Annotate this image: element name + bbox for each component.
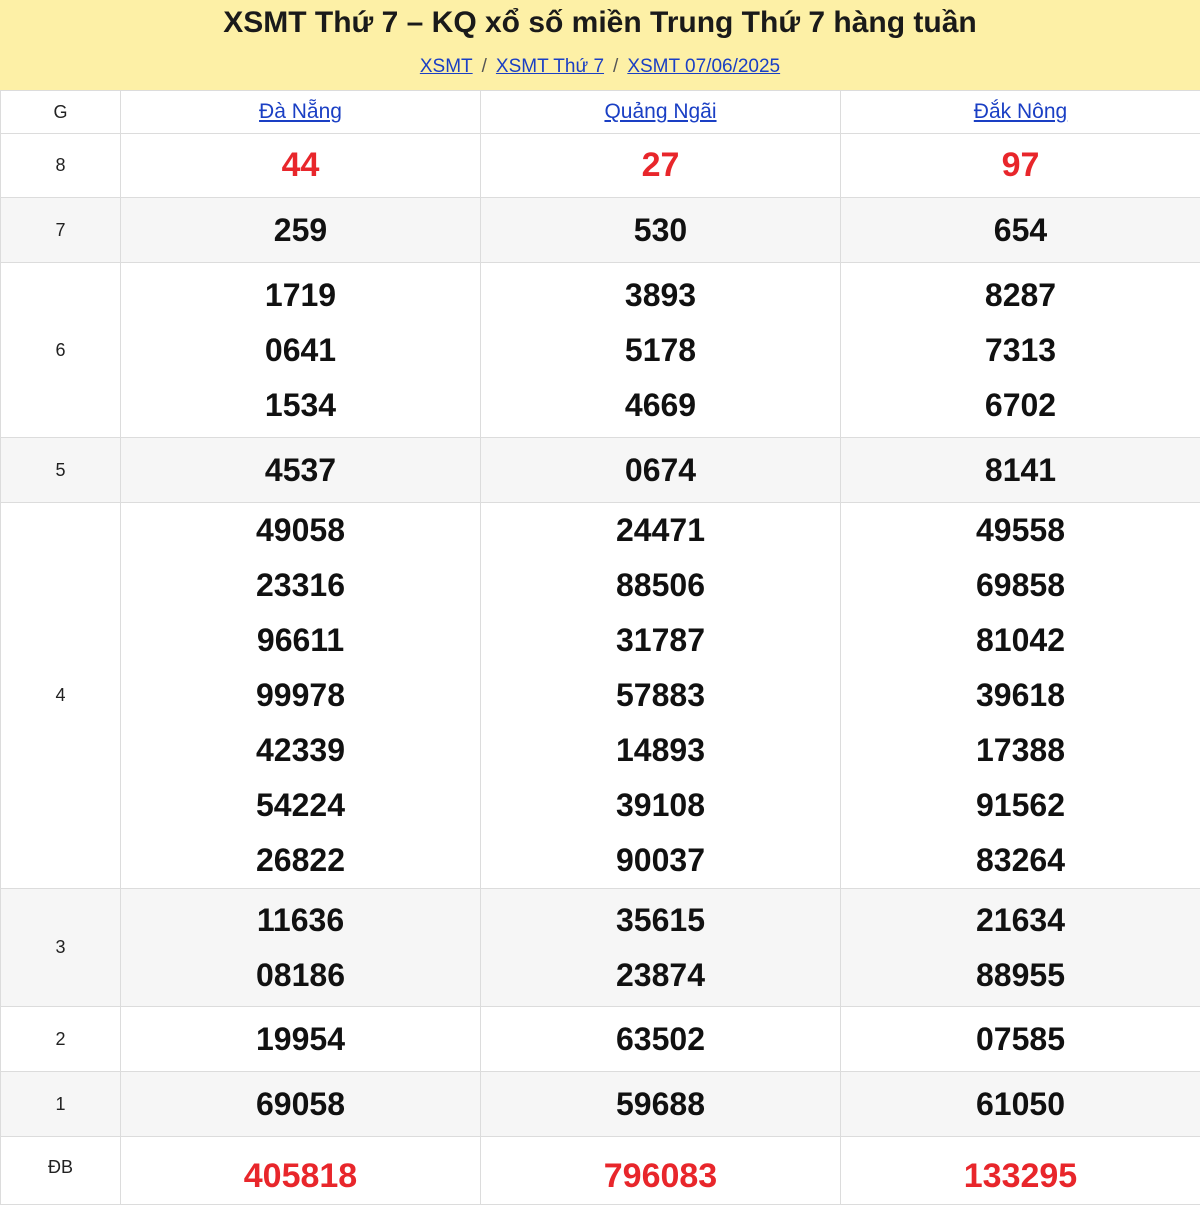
prize-cell-dak-nong [841, 438, 1200, 503]
prize-number: 08186 [121, 948, 480, 1003]
page-title: XSMT Thứ 7 – KQ xổ số miền Trung Thứ 7 hàng tuần [0, 0, 1200, 41]
prize-number: 69058 [121, 1077, 480, 1132]
prize-number: 21634 [841, 893, 1200, 948]
prize-number: 259 [121, 203, 480, 258]
table-row [1, 134, 1200, 198]
breadcrumb-separator: / [613, 56, 618, 77]
prize-label: 7 [1, 198, 121, 263]
prize-cell-dak-nong [841, 1007, 1200, 1072]
prize-number: 35615 [481, 893, 840, 948]
prize-cell-dak-nong [841, 1072, 1200, 1137]
prize-number: 17388 [841, 723, 1200, 778]
prize-number: 97 [841, 138, 1200, 193]
table-row [1, 198, 1200, 263]
prize-number: 23316 [121, 558, 480, 613]
table-header-row [1, 91, 1200, 134]
prize-number: 63502 [481, 1012, 840, 1067]
prize-cell-dak-nong [841, 134, 1200, 198]
prize-label: 5 [1, 438, 121, 503]
prize-number: 61050 [841, 1077, 1200, 1132]
prize-label: 6 [1, 263, 121, 438]
prize-cell-quang-ngai [481, 503, 841, 889]
prize-cell-dak-nong [841, 1137, 1200, 1205]
province-link-da-nang[interactable]: Đà Nẵng [259, 100, 342, 123]
prize-number: 1719 [121, 268, 480, 323]
table-row [1, 1072, 1200, 1137]
prize-number: 8141 [841, 443, 1200, 498]
prize-number: 42339 [121, 723, 480, 778]
province-header-da-nang [121, 91, 481, 134]
prize-cell-da-nang [121, 438, 481, 503]
prize-cell-quang-ngai [481, 134, 841, 198]
prize-cell-da-nang [121, 134, 481, 198]
prize-number: 39618 [841, 668, 1200, 723]
province-link-quang-ngai[interactable]: Quảng Ngãi [604, 100, 716, 123]
prize-number: 07585 [841, 1012, 1200, 1067]
prize-number: 57883 [481, 668, 840, 723]
prize-cell-quang-ngai [481, 1007, 841, 1072]
province-link-dak-nong[interactable]: Đắk Nông [974, 100, 1067, 123]
prize-number: 0641 [121, 323, 480, 378]
prize-number: 59688 [481, 1077, 840, 1132]
prize-number: 23874 [481, 948, 840, 1003]
prize-label: 1 [1, 1072, 121, 1137]
prize-label: 3 [1, 889, 121, 1007]
prize-label: ĐB [1, 1137, 121, 1205]
prize-number: 44 [121, 138, 480, 193]
breadcrumb-link-xsmt[interactable]: XSMT [420, 56, 473, 77]
prize-number: 1534 [121, 378, 480, 433]
prize-number: 54224 [121, 778, 480, 833]
prize-number: 8287 [841, 268, 1200, 323]
breadcrumb [0, 55, 1200, 79]
prize-cell-da-nang [121, 1072, 481, 1137]
prize-number: 88955 [841, 948, 1200, 1003]
table-row [1, 438, 1200, 503]
prize-cell-da-nang [121, 263, 481, 438]
prize-number: 96611 [121, 613, 480, 668]
prize-number: 7313 [841, 323, 1200, 378]
prize-cell-quang-ngai [481, 1137, 841, 1205]
table-row [1, 889, 1200, 1007]
prize-cell-dak-nong [841, 263, 1200, 438]
prize-cell-quang-ngai [481, 263, 841, 438]
table-row [1, 503, 1200, 889]
prize-cell-quang-ngai [481, 438, 841, 503]
table-row [1, 1007, 1200, 1072]
prize-number: 0674 [481, 443, 840, 498]
breadcrumb-separator: / [482, 56, 487, 77]
prize-label: 4 [1, 503, 121, 889]
prize-number: 5178 [481, 323, 840, 378]
prize-cell-da-nang [121, 198, 481, 263]
prize-cell-quang-ngai [481, 1072, 841, 1137]
prize-number: 796083 [481, 1149, 840, 1204]
prize-number: 90037 [481, 833, 840, 888]
breadcrumb-link-xsmt-thu-7[interactable]: XSMT Thứ 7 [496, 56, 604, 77]
prize-number: 530 [481, 203, 840, 258]
prize-label: 2 [1, 1007, 121, 1072]
prize-number: 91562 [841, 778, 1200, 833]
prize-number: 31787 [481, 613, 840, 668]
page-header [0, 0, 1200, 90]
prize-cell-da-nang [121, 889, 481, 1007]
prize-cell-da-nang [121, 1137, 481, 1205]
results-table [0, 90, 1200, 1205]
prize-number: 654 [841, 203, 1200, 258]
prize-number: 24471 [481, 503, 840, 558]
prize-number: 4669 [481, 378, 840, 433]
prize-number: 83264 [841, 833, 1200, 888]
prize-number: 99978 [121, 668, 480, 723]
prize-number: 88506 [481, 558, 840, 613]
prize-column-header: G [1, 91, 121, 134]
breadcrumb-link-date[interactable]: XSMT 07/06/2025 [627, 56, 780, 77]
prize-cell-da-nang [121, 1007, 481, 1072]
province-header-quang-ngai [481, 91, 841, 134]
table-row [1, 1137, 1200, 1205]
prize-number: 405818 [121, 1149, 480, 1204]
prize-number: 19954 [121, 1012, 480, 1067]
prize-label: 8 [1, 134, 121, 198]
prize-number: 14893 [481, 723, 840, 778]
prize-number: 39108 [481, 778, 840, 833]
prize-number: 26822 [121, 833, 480, 888]
prize-cell-da-nang [121, 503, 481, 889]
results-body [1, 134, 1200, 1205]
table-row [1, 263, 1200, 438]
prize-cell-dak-nong [841, 198, 1200, 263]
prize-number: 27 [481, 138, 840, 193]
prize-number: 6702 [841, 378, 1200, 433]
prize-number: 81042 [841, 613, 1200, 668]
prize-number: 11636 [121, 893, 480, 948]
prize-cell-quang-ngai [481, 889, 841, 1007]
prize-number: 69858 [841, 558, 1200, 613]
prize-number: 49558 [841, 503, 1200, 558]
prize-number: 49058 [121, 503, 480, 558]
prize-number: 133295 [841, 1149, 1200, 1204]
prize-cell-dak-nong [841, 889, 1200, 1007]
prize-number: 4537 [121, 443, 480, 498]
prize-number: 3893 [481, 268, 840, 323]
prize-cell-dak-nong [841, 503, 1200, 889]
province-header-dak-nong [841, 91, 1200, 134]
prize-cell-quang-ngai [481, 198, 841, 263]
